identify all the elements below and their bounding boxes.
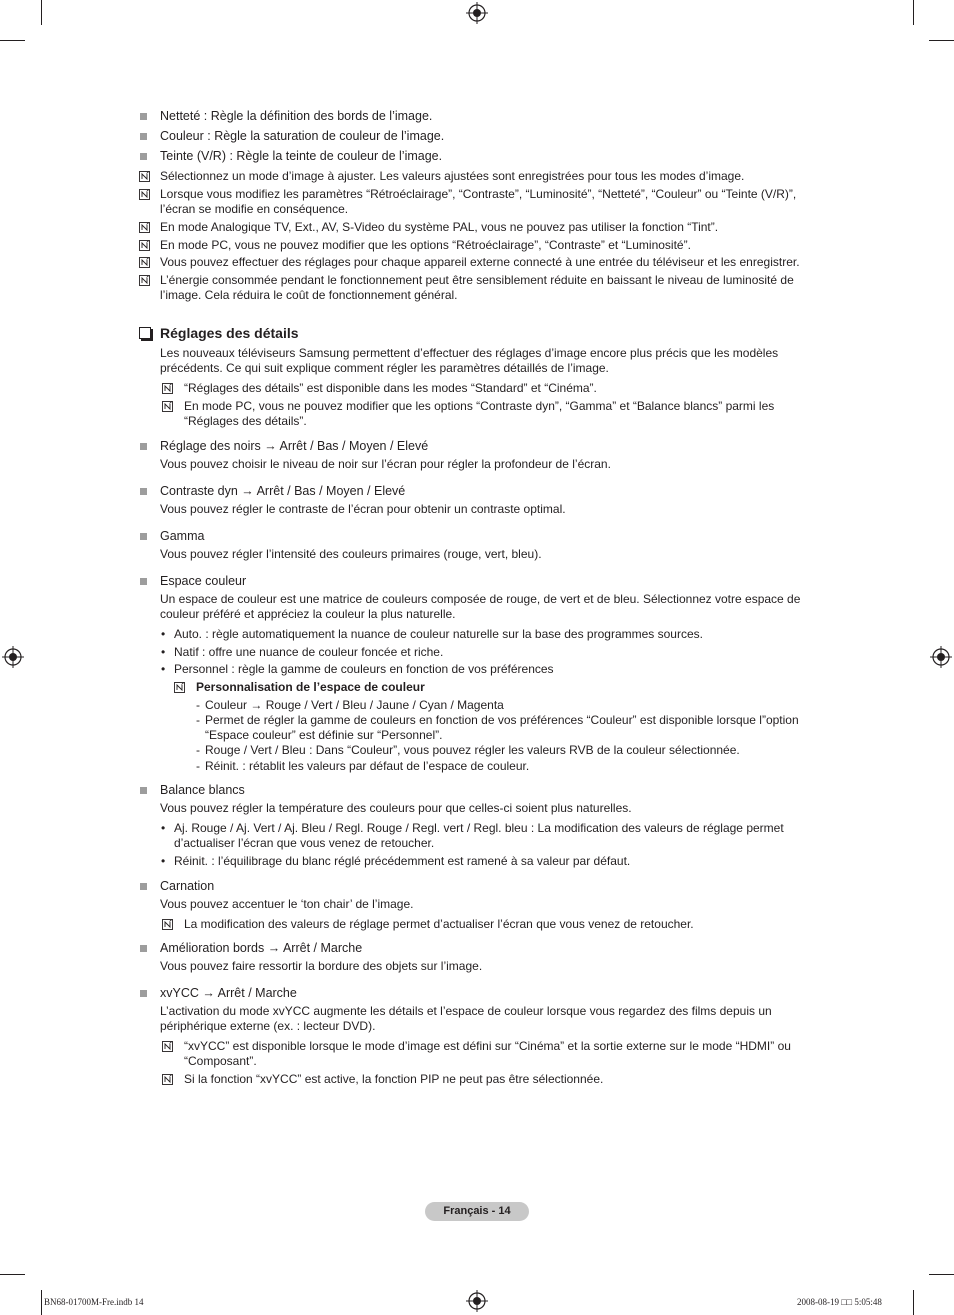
crop-mark	[913, 0, 914, 25]
note-text: Vous pouvez effectuer des réglages pour chaque appareil externe connecté à une entrée du téléviseur et les enregistrer.	[160, 255, 800, 269]
bullet-square-icon	[140, 990, 147, 997]
registration-mark-icon	[930, 646, 952, 668]
section-title: Réglages des détails	[160, 325, 299, 341]
item-title: Contraste dyn → Arrêt / Bas / Moyen / Elevé	[160, 484, 406, 498]
item-desc: L’activation du mode xvYCC augmente les détails et l’espace de couleur lorsque vous regardez des films depuis un	[160, 1004, 772, 1018]
note-text: Sélectionnez un mode d’image à ajuster. Les valeurs ajustées sont enregistrées pour tous les modes d’image.	[160, 169, 745, 183]
crop-mark	[929, 1274, 954, 1275]
bullet-square-icon	[140, 945, 147, 952]
note-icon	[174, 682, 185, 693]
note-icon	[139, 171, 150, 182]
note-icon	[162, 383, 173, 394]
dot-bullet-icon: •	[161, 854, 166, 868]
subsection-title: Personnalisation de l’espace de couleur	[196, 680, 425, 694]
note-icon	[162, 1041, 173, 1052]
dot-bullet-icon: •	[161, 662, 166, 676]
item-desc: Vous pouvez faire ressortir la bordure des objets sur l’image.	[160, 959, 483, 973]
item-desc: Vous pouvez accentuer le ‘ton chair’ de l’image.	[160, 897, 414, 911]
note-text: En mode PC, vous ne pouvez modifier que les options “Rétroéclairage”, “Contraste” et “Luminosité”.	[160, 238, 691, 252]
bullet-square-icon	[140, 578, 147, 585]
dash-item-text: Couleur → Rouge / Vert / Bleu / Jaune / Cyan / Magenta	[205, 698, 504, 712]
bullet-square-icon	[140, 153, 147, 160]
item-title: xvYCC → Arrêt / Marche	[160, 986, 297, 1000]
note-text: Si la fonction “xvYCC” est active, la fonction PIP ne peut pas être sélectionnée.	[184, 1072, 604, 1086]
dash-bullet: -	[196, 713, 200, 727]
note-icon	[139, 257, 150, 268]
note-text: En mode Analogique TV, Ext., AV, S-Video du système PAL, vous ne pouvez pas utiliser la fonction “Tint”.	[160, 220, 719, 234]
crop-mark	[0, 1274, 25, 1275]
note-text: “Réglages des détails”.	[184, 414, 307, 428]
item-title: Réglage des noirs → Arrêt / Bas / Moyen / Elevé	[160, 439, 429, 453]
bullet-text: Netteté : Règle la définition des bords de l’image.	[160, 109, 433, 123]
note-text: La modification des valeurs de réglage permet d’actualiser l’écran que vous venez de retoucher.	[184, 917, 694, 931]
dash-item-text: Rouge / Vert / Bleu : Dans “Couleur”, vous pouvez régler les valeurs RVB de la couleur sélectionnée.	[205, 743, 740, 757]
dot-item-text: Personnel : règle la gamme de couleurs en fonction de vos préférences	[174, 662, 554, 676]
crop-mark	[913, 1290, 914, 1315]
item-desc: Vous pouvez régler le contraste de l’écran pour obtenir un contraste optimal.	[160, 502, 566, 516]
item-title: Espace couleur	[160, 574, 247, 588]
bullet-square-icon	[140, 883, 147, 890]
note-icon	[139, 222, 150, 233]
crop-mark	[41, 0, 42, 25]
dot-item-text: Natif : offre une nuance de couleur foncée et riche.	[174, 645, 444, 659]
dot-bullet-icon: •	[161, 645, 166, 659]
dash-item-text: “Espace couleur” est définie sur “Personnel”.	[205, 728, 443, 742]
bullet-square-icon	[140, 787, 147, 794]
note-icon	[162, 1074, 173, 1085]
dash-bullet: -	[196, 698, 200, 712]
note-icon	[162, 401, 173, 412]
item-desc: couleur préféré et appréciez la couleur la plus naturelle.	[160, 607, 456, 621]
note-text: “Composant”.	[184, 1054, 257, 1068]
item-desc: Vous pouvez choisir le niveau de noir sur l’écran pour régler la profondeur de l’écran.	[160, 457, 611, 471]
item-desc: Vous pouvez régler la température des couleurs pour que celles-ci soient plus naturelles.	[160, 801, 632, 815]
note-icon	[139, 189, 150, 200]
note-icon	[139, 240, 150, 251]
bullet-square-icon	[140, 133, 147, 140]
bullet-square-icon	[140, 113, 147, 120]
bullet-square-icon	[140, 488, 147, 495]
file-slug: BN68-01700M-Fre.indb 14	[44, 1297, 144, 1307]
item-desc: Un espace de couleur est une matrice de couleurs composée de rouge, de vert et de bleu. Sélectionnez votre espace de	[160, 592, 801, 606]
note-text: “Réglages des détails” est disponible dans les modes “Standard” et “Cinéma”.	[184, 381, 597, 395]
item-title: Gamma	[160, 529, 205, 543]
bullet-square-icon	[140, 443, 147, 450]
item-title: Amélioration bords → Arrêt / Marche	[160, 941, 363, 955]
section-intro: Les nouveaux téléviseurs Samsung permettent d’effectuer des réglages d’image encore plus précis que les modèles	[160, 346, 779, 360]
bullet-square-icon	[140, 533, 147, 540]
bullet-text: Teinte (V/R) : Règle la teinte de couleur de l’image.	[160, 149, 443, 163]
page-number-badge: Français - 14	[425, 1202, 529, 1221]
note-text: En mode PC, vous ne pouvez modifier que les options “Contraste dyn”, “Gamma” et “Balance blancs” parmi les	[184, 399, 775, 413]
note-icon	[139, 275, 150, 286]
dot-bullet-icon: •	[161, 821, 166, 835]
dot-bullet-icon: •	[161, 627, 166, 641]
dot-item-text: d’actualiser l’écran que vous venez de retoucher.	[174, 836, 435, 850]
crop-mark	[929, 40, 954, 41]
registration-mark-icon	[466, 1290, 488, 1312]
bullet-text: Couleur : Règle la saturation de couleur de l’image.	[160, 129, 445, 143]
dash-bullet: -	[196, 759, 200, 773]
note-text: L’énergie consommée pendant le fonctionnement peut être sensiblement réduite en baissant le niveau de luminosité de	[160, 273, 794, 287]
crop-mark	[41, 1290, 42, 1315]
date-slug: 2008-08-19 □□ 5:05:48	[797, 1297, 882, 1307]
item-desc: Vous pouvez régler l’intensité des couleurs primaires (rouge, vert, bleu).	[160, 547, 542, 561]
item-desc: périphérique externe (ex. : lecteur DVD).	[160, 1019, 376, 1033]
crop-mark	[0, 40, 25, 41]
dash-bullet: -	[196, 743, 200, 757]
dash-item-text: Réinit. : rétablit les valeurs par défaut de l’espace de couleur.	[205, 759, 530, 773]
section-checkbox-icon	[139, 327, 151, 339]
dash-item-text: Permet de régler la gamme de couleurs en fonction de vos préférences “Couleur” est disponible lorsque l”option	[205, 713, 799, 727]
item-title: Balance blancs	[160, 783, 245, 797]
note-text: Lorsque vous modifiez les paramètres “Rétroéclairage”, “Contraste”, “Luminosité”, “Netteté”, “Couleur” ou “Teinte (V/R)”,	[160, 187, 797, 201]
section-intro: précédents. Ce qui suit explique comment régler les paramètres détaillés de l’image.	[160, 361, 609, 375]
note-text: “xvYCC” est disponible lorsque le mode d’image est défini sur “Cinéma” et la sortie externe sur le mode “HDMI” ou	[184, 1039, 791, 1053]
note-icon	[162, 919, 173, 930]
note-text: l’écran se modifie en conséquence.	[160, 202, 349, 216]
note-text: l’image. Cela réduira le coût de fonctionnement général.	[160, 288, 458, 302]
dot-item-text: Aj. Rouge / Aj. Vert / Aj. Bleu / Regl. Rouge / Regl. vert / Regl. bleu : La modification des valeurs de réglage permet	[174, 821, 784, 835]
dot-item-text: Réinit. : l’équilibrage du blanc réglé précédemment est ramené à sa valeur par défaut.	[174, 854, 631, 868]
registration-mark-icon	[466, 2, 488, 24]
registration-mark-icon	[2, 646, 24, 668]
item-title: Carnation	[160, 879, 215, 893]
dot-item-text: Auto. : règle automatiquement la nuance de couleur naturelle sur la base des programmes sources.	[174, 627, 703, 641]
